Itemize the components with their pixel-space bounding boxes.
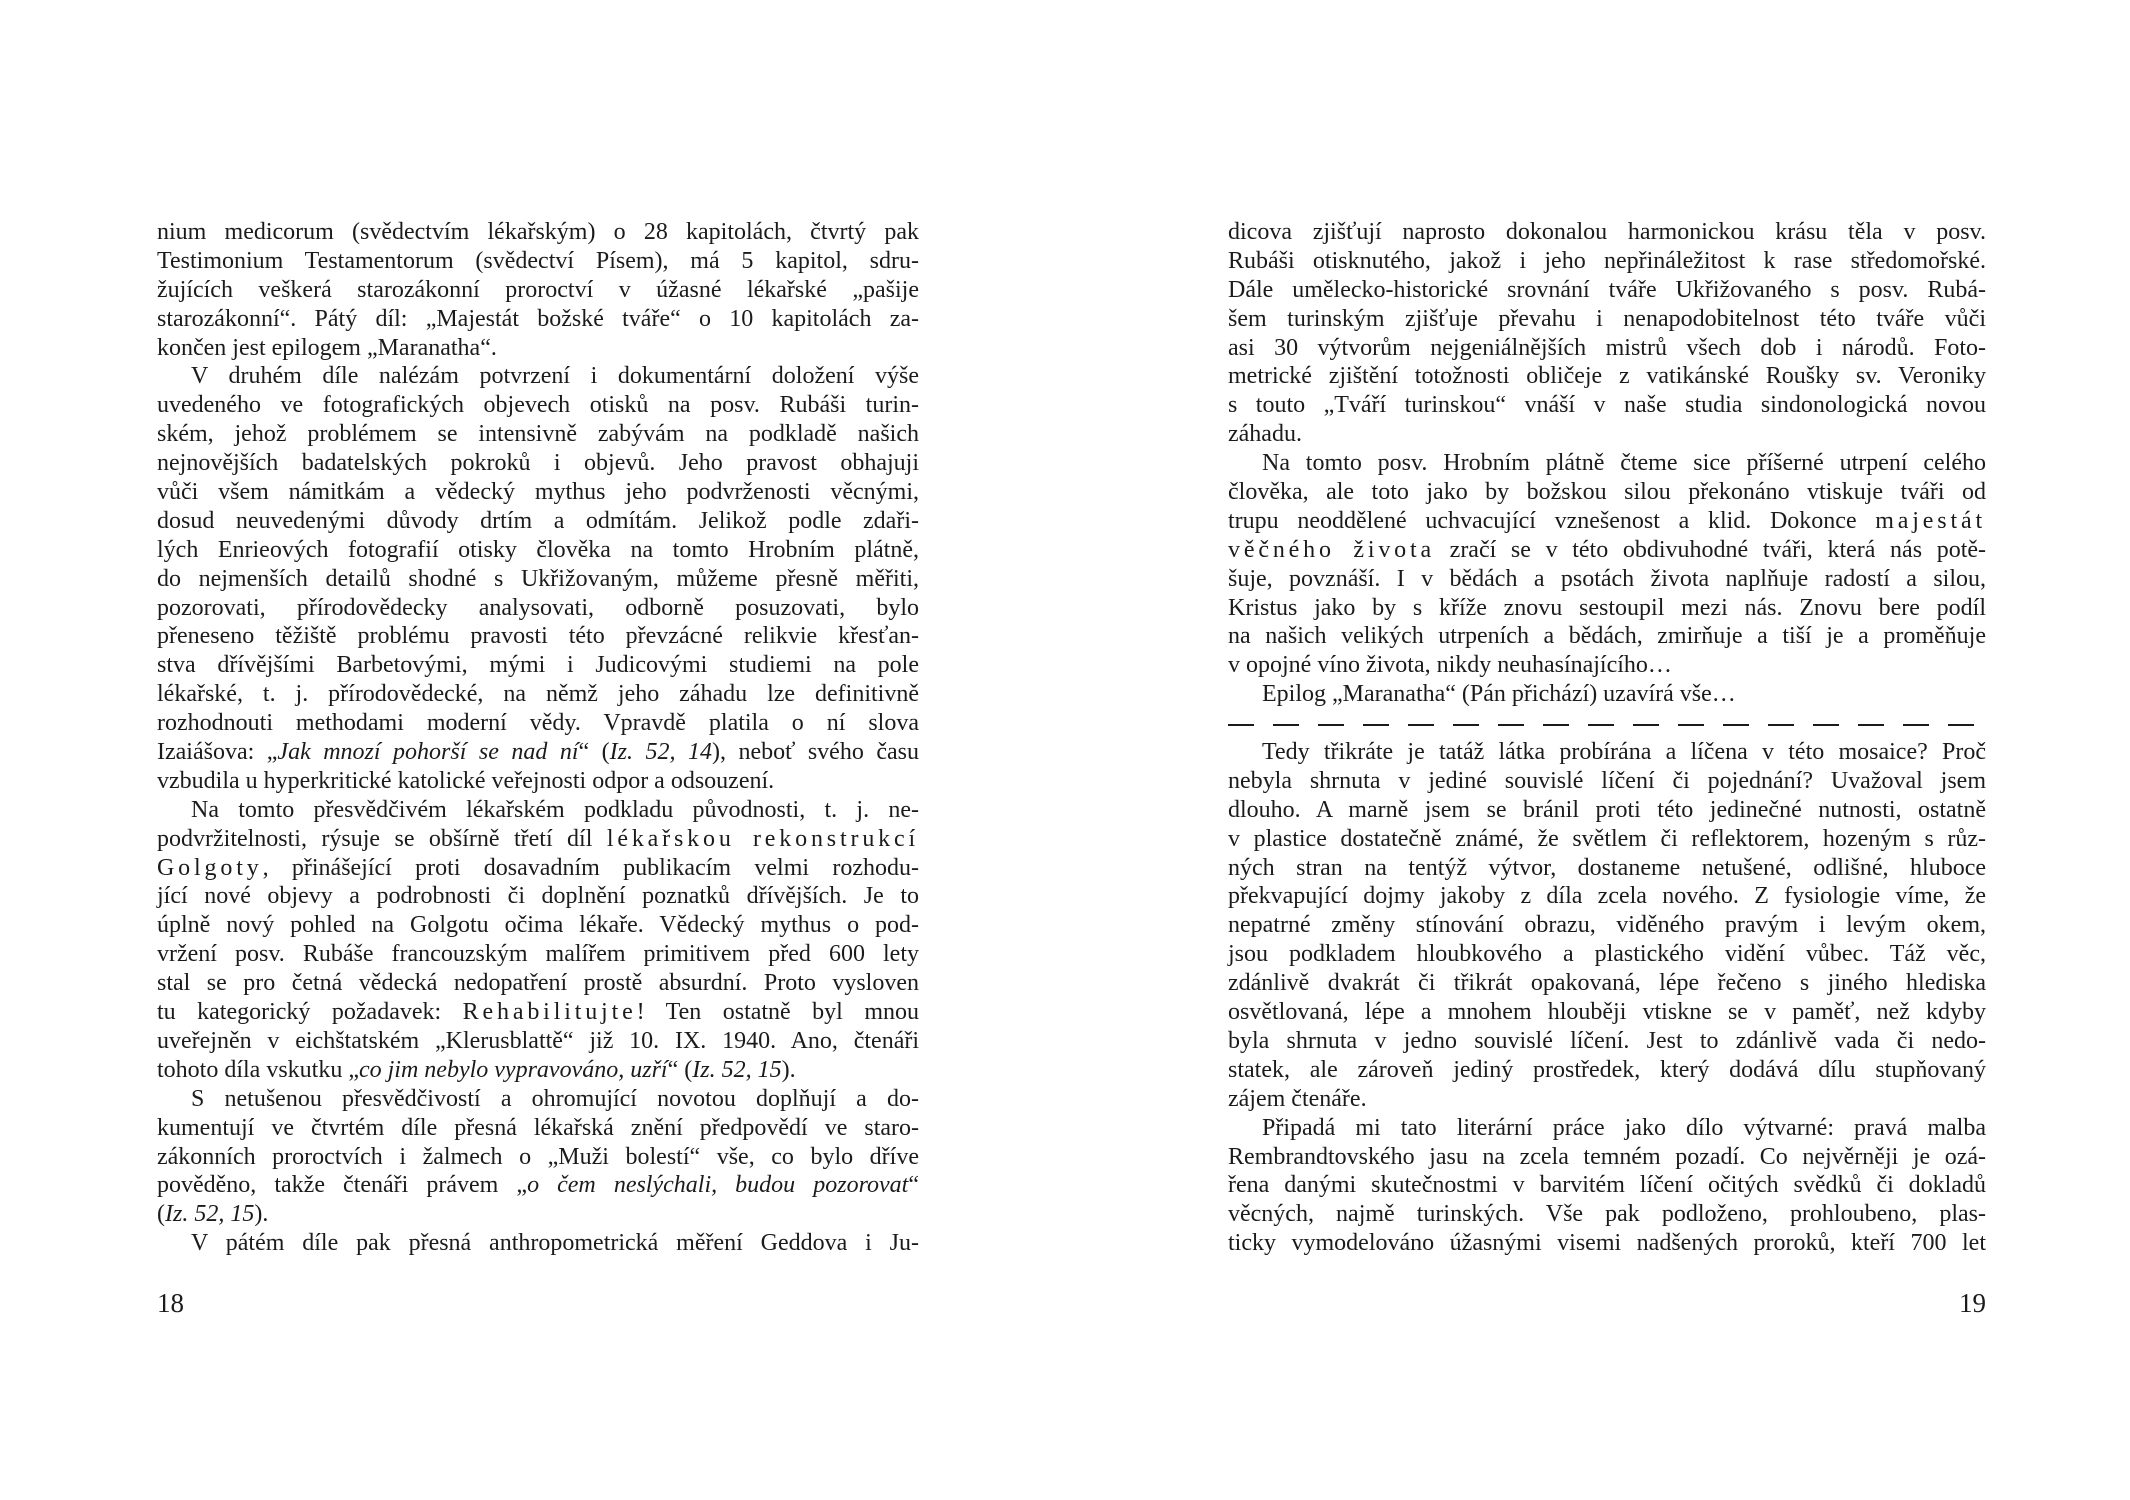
text-line [1228,536,1986,565]
text-line [157,911,919,940]
text-segment: tu kategorický požadavek: [157,999,463,1026]
text-line [1228,1200,1986,1229]
text-segment: zájem čtenáře. [1228,1085,1367,1112]
text-segment: končen jest epilogem „Maranatha“. [157,334,497,361]
text-line [1228,1085,1986,1114]
text-line [157,247,919,276]
text-line [157,767,919,796]
text-line [157,1200,919,1229]
text-segment: s touto „Tváří turinskou“ vnáší v naše studia sindonologická novou [1228,392,1986,419]
text-line [1228,1114,1986,1143]
text-segment: , přinášející proti dosavadním publikacím velmi rozhodu- [262,854,919,881]
text-segment: uvedeného ve fotografických objevech otisků na posv. Rubáši turin- [157,392,919,419]
text-segment: Izaiášova: „ [157,739,278,766]
text-line [1228,478,1986,507]
text-segment: tohoto díla vskutku „ [157,1056,359,1083]
text-segment: pozorovati, přírodovědecky analysovati, odborně posuzovati, bylo [157,594,919,621]
text-segment: dosud neuvedenými důvody drtím a odmítám. Jelikož podle zdaři- [157,507,919,534]
text-segment: žujících veškerá starozákonní proroctví v úžasné lékařské „pašije [157,276,919,303]
text-segment: překvapující dojmy jakoby z díla zcela nového. Z fysiologie víme, že [1228,883,1986,910]
text-line [157,391,919,420]
text-segment: jsou podkladem hloubkového a plastického vidění vůbec. Táž věc, [1228,941,1986,968]
text-segment: zákonních proroctvích i žalmech o „Muži bolestí“ vše, co bylo dříve [157,1143,919,1170]
text-line [157,565,919,594]
text-segment: ). [254,1201,269,1228]
italic-text: Iz. 52, 14 [609,739,712,766]
italic-text: Iz. 52, 15 [165,1201,255,1228]
text-line [1228,622,1986,651]
page-number-right: 19 [1959,1288,1986,1318]
text-segment: Tedy třikráte je tatáž látka probírána a líčena v této mosaice? Proč [1262,739,1986,766]
text-line [1228,998,1986,1027]
text-line [157,449,919,478]
text-segment: S netušenou přesvědčivostí a ohromující novotou doplňují a do- [191,1085,919,1112]
text-line [157,709,919,738]
text-segment: ( [157,1201,165,1228]
text-segment: do nejmenších detailů shodné s Ukřižovaným, můžeme přesně měřiti, [157,565,919,592]
text-segment: ), neboť svého času [711,739,919,766]
text-segment: dicova zjišťují naprosto dokonalou harmonickou krásu těla v posv. [1228,219,1986,245]
italic-text: o čem neslýchali, budou pozorovat [527,1172,909,1199]
text-line [1228,767,1986,796]
text-line [157,536,919,565]
text-segment: starozákonní“. Pátý díl: „Majestát božské tváře“ o 10 kapitolách za- [157,305,919,332]
text-line [157,969,919,998]
text-line [1228,969,1986,998]
text-line [1228,276,1986,305]
text-line [157,854,919,883]
text-segment: dlouho. A marně jsem se bránil proti této jedinečné nutnosti, ostatně [1228,796,1986,823]
text-segment: Testimonium Testamentorum (svědectví Písem), má 5 kapitol, sdru- [157,247,919,274]
italic-text: Jak mnozí pohorší se nad ní [277,739,579,766]
text-segment: Dále umělecko-historické srovnání tváře Ukřižovaného s posv. Rubá- [1228,276,1986,303]
text-line [157,1027,919,1056]
text-segment: Epilog „Maranatha“ (Pán přichází) uzavírá vše… [1262,681,1736,708]
text-segment: jící nové objevy a podrobnosti či doplnění poznatků dřívějších. Je to [157,883,919,910]
text-segment: šem turinským zjišťuje převahu i nenapodobitelnost této tváře vůči [1228,305,1986,332]
text-line [157,594,919,623]
text-segment: asi 30 výtvorům nejgeniálnějších mistrů všech dob i národů. Foto- [1228,334,1986,361]
text-segment: statek, ale zároveň jediný prostředek, který dodává dílu stupňovaný [1228,1056,1986,1083]
text-line [157,218,919,247]
text-line [1228,882,1986,911]
text-line [1228,218,1986,247]
text-segment: záhadu. [1228,421,1302,448]
text-line [157,738,919,767]
text-segment: “ [908,1172,919,1199]
text-line [157,305,919,334]
text-line [1228,449,1986,478]
text-line [157,1085,919,1114]
text-segment: lékařské, t. j. přírodovědecké, na němž jeho záhadu lze definitivně [157,681,919,708]
text-segment: řena danými skutečnostmi v barvitém líčení očitých svědků či dokladů [1228,1172,1986,1199]
text-segment: ! Ten ostatně byl mnou [636,999,920,1026]
text-segment: vržení posv. Rubáše francouzským malířem primitivem před 600 lety [157,941,919,968]
text-line [157,1056,919,1085]
text-segment: vůči všem námitkám a vědecký mythus jeho podvrženosti věcnými, [157,479,919,506]
emphasized-spaced-text: lékařskou rekonstrukcí [606,825,920,852]
text-line [157,420,919,449]
text-line [157,1114,919,1143]
text-line [1228,796,1986,825]
text-segment: pověděno, takže čtenáři právem „ [157,1172,528,1199]
text-line [157,1229,919,1258]
text-line [157,276,919,305]
left-page-text [157,218,919,1258]
text-line [1228,565,1986,594]
italic-text: co jim nebylo vypravováno, uzří [358,1056,668,1083]
text-line [157,998,919,1027]
text-segment: v plastice dostatečně známé, že světlem či reflektorem, hozeným s růz- [1228,825,1986,852]
text-line [1228,911,1986,940]
text-line [157,1143,919,1172]
text-segment: nejnovějších badatelských pokroků i objevů. Jeho pravost obhajuji [157,450,919,477]
text-segment: uveřejněn v eichštatském „Klerusblattě“ již 10. IX. 1940. Ano, čtenáři [157,1027,919,1054]
text-line [1228,247,1986,276]
text-line [157,362,919,391]
text-line [157,825,919,854]
text-segment: vzbudila u hyperkritické katolické veřejnosti odpor a odsouzení. [157,767,775,794]
text-line [1228,651,1986,680]
text-segment: rozhodnouti methodami moderní vědy. Vpravdě platila o ní slova [157,710,919,737]
text-segment: trupu neoddělené uchvacující vznešenost a klid. Dokonce [1228,507,1876,534]
emphasized-spaced-text: majestát [1875,507,1986,534]
text-segment: zdánlivě dvakrát či třikrát opakovaná, lépe řečeno s jiného hlediska [1228,970,1986,997]
italic-text: Iz. 52, 15 [692,1056,782,1083]
text-line [157,940,919,969]
text-segment: v opojné víno života, nikdy neuhasínajícího… [1228,652,1672,679]
text-line [157,882,919,911]
text-line [1228,594,1986,623]
text-segment: Rembrandtovského jasu na zcela temném pozadí. Co nejvěrněji je ozá- [1228,1143,1986,1170]
text-line [1228,854,1986,883]
emphasized-spaced-text: Rehabilitujte [462,999,637,1026]
text-segment: úplně nový pohled na Golgotu očima lékaře. Vědecký mythus o pod- [157,912,919,939]
text-line [1228,1143,1986,1172]
text-segment: “ ( [578,739,610,766]
text-segment: lých Enrieových fotografií otisky člověka na tomto Hrobním plátně, [157,536,919,563]
text-line [1228,507,1986,536]
text-line [1228,362,1986,391]
text-segment: stal se pro četná vědecká nedopatření prostě absurdní. Proto vysloven [157,970,919,997]
text-line [157,796,919,825]
text-segment: kumentují ve čtvrtém díle přesná lékařská znění předpovědí ve staro- [157,1114,919,1141]
text-segment: přeneseno těžiště problému pravosti této převzácné relikvie křesťan- [157,623,919,650]
text-line [1228,825,1986,854]
text-segment: V druhém díle nalézám potvrzení i dokumentární doložení výše [191,363,919,390]
text-segment: věcných, najmě turinských. Vše pak podloženo, prohloubeno, plas- [1228,1201,1986,1228]
text-line [1228,1027,1986,1056]
page-number-left: 18 [157,1288,184,1318]
text-segment: šuje, povznáší. I v bědách a psotách života naplňuje radostí a silou, [1228,565,1986,592]
text-line [1228,1171,1986,1200]
text-line [1228,334,1986,363]
text-segment: ském, jehož problémem se intensivně zabývám na podkladě našich [157,421,919,448]
text-line [157,334,919,363]
text-segment: Rubáši otisknutého, jakož i jeho nepřináležitost k rase středomořské. [1228,247,1986,274]
text-segment: Na tomto přesvědčivém lékařském podkladu původnosti, t. j. ne- [191,796,919,823]
text-segment: osvětlovaná, lépe a mnohem hlouběji vtiskne se v paměť, než kdyby [1228,999,1986,1026]
text-segment: Připadá mi tato literární práce jako dílo výtvarné: pravá malba [1262,1114,1986,1141]
text-line [157,1171,919,1200]
text-line [157,478,919,507]
text-line [1228,1229,1986,1258]
emphasized-spaced-text: Golgoty [157,854,263,881]
text-segment: V pátém díle pak přesná anthropometrická měření Geddova i Ju- [191,1230,919,1257]
text-line [1228,1056,1986,1085]
text-segment: “ ( [667,1056,693,1083]
text-segment: ticky vymodelováno úžasnými visemi nadšených proroků, kteří 700 let [1228,1230,1986,1257]
text-line [1228,420,1986,449]
text-segment: byla shrnuta v jedno souvislé líčení. Jest to zdánlivě vada či nedo- [1228,1027,1986,1054]
text-line [1228,391,1986,420]
text-segment: ných stran na tentýž výtvor, dostaneme netušené, odlišné, hluboce [1228,854,1986,881]
text-segment: člověka, ale toto jako by božskou silou překonáno vtiskuje tváři od [1228,479,1986,506]
text-line [157,622,919,651]
text-segment: metrické zjištění totožnosti obličeje z vatikánské Roušky sv. Veroniky [1228,363,1986,390]
text-segment: stva dřívějšími Barbetovými, mými i Judicovými studiemi na pole [157,652,919,679]
dashed-separator [1228,709,1986,738]
text-segment: Kristus jako by s kříže znovu sestoupil mezi nás. Znovu bere podíl [1228,594,1986,621]
text-segment: na našich velikých utrpeních a bědách, zmirňuje a tiší je a proměňuje [1228,623,1986,650]
text-segment: nium medicorum (svědectvím lékařským) o 28 kapitolách, čtvrtý pak [157,219,919,245]
text-segment: Na tomto posv. Hrobním plátně čteme sice příšerné utrpení celého [1262,450,1986,477]
text-line [1228,738,1986,767]
right-page-text [1228,218,1986,1258]
text-line [157,680,919,709]
text-segment: zračí se v této obdivuhodné tváři, která nás potě- [1435,536,1987,563]
text-segment: ). [781,1056,796,1083]
text-line [157,651,919,680]
text-segment: podvržitelnosti, rýsuje se obšírně třetí díl [157,825,607,852]
text-line [1228,305,1986,334]
text-line [157,507,919,536]
text-segment: nepatrné změny stínování obrazu, viděného pravým i levým okem, [1228,912,1986,939]
text-line [1228,680,1986,709]
emphasized-spaced-text: věčného života [1228,536,1436,563]
text-line [1228,940,1986,969]
text-segment: nebyla shrnuta v jediné souvislé líčení či pojednání? Uvažoval jsem [1228,767,1986,794]
